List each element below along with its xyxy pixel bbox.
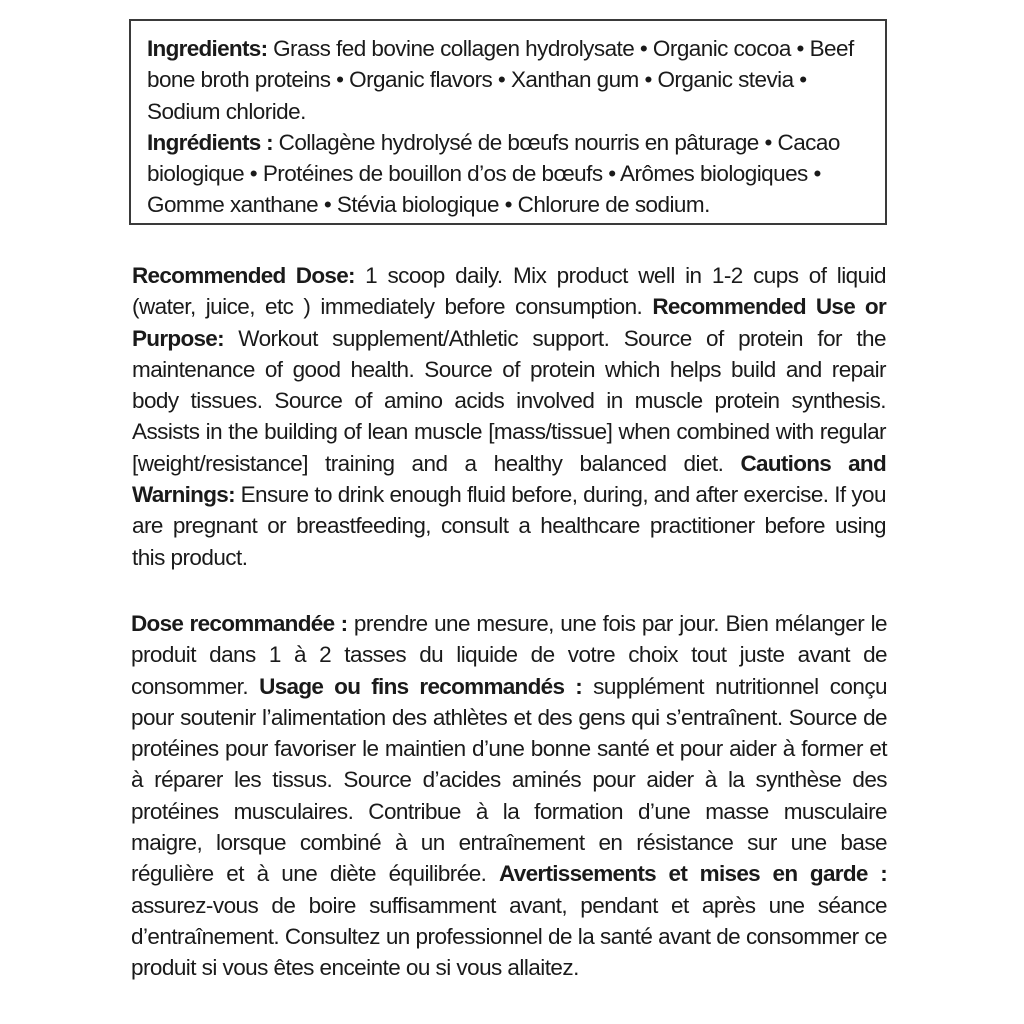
ingredients-en-text: Grass fed bovine collagen hydrolysate • Organic cocoa • Beef bone broth proteins • Organic flavors • Xanthan gum • Organic stevia • Sodium chloride. xyxy=(147,36,854,124)
english-directions-paragraph xyxy=(132,260,886,573)
dose-recommandee-text: prendre une mesure, une fois par jour. Bien mélanger le produit dans 1 à 2 tasses du liquide de votre choix tout juste avant de consommer. xyxy=(131,611,888,699)
french-directions-paragraph xyxy=(131,608,887,984)
cautions-text: Ensure to drink enough fluid before, during, and after exercise. If you are pregnant or breastfeeding, consult a healthcare practitioner before using this product. xyxy=(132,482,886,570)
english-directions xyxy=(132,260,886,573)
recommended-use-label: Recommended Use or Purpose: xyxy=(132,294,887,351)
ingredients-fr-text: Collagène hydrolysé de bœufs nourris en pâturage • Cacao biologique • Protéines de bouillon d’os de bœufs • Arômes biologiques • Gomme xanthane • Stévia biologique • Chlorure de sodium. xyxy=(147,129,840,218)
usage-text: supplément nutritionnel conçu pour soutenir l’alimentation des athlètes et des gens qui s’entraînent. Source de protéines pour favoriser le maintien d’une bonne santé et pour aider à former et à réparer les tissus. Source d’acides aminés pour aider à la synthèse des protéines musculaires. Contribue à la formation d’une masse musculaire maigre, lorsque combiné à un entraînement en résistance sur une base régulière et à une diète équilibrée. xyxy=(131,673,887,887)
ingredients-english xyxy=(147,33,869,127)
usage-label: Usage ou fins recommandés : xyxy=(259,673,583,699)
dose-recommandee-label: Dose recommandée : xyxy=(131,611,348,636)
french-directions xyxy=(131,608,887,984)
recommended-use-text: Workout supplement/Athletic support. Source of protein for the maintenance of good health. Source of protein which helps build and repair body tissues. Source of amino acids involved in muscle protein synthesis. Assists in the building of lean muscle [mass/tissue] when combined with regular [weight/resistance] training and a healthy balanced diet. xyxy=(132,325,886,476)
cautions-label: Cautions and Warnings: xyxy=(132,450,886,508)
avertissements-text: assurez-vous de boire suffisamment avant, pendant et après une séance d’entraînement. Consultez un professionnel de la santé avant de consommer ce produit si vous êtes enceinte ou si vous allaitez. xyxy=(131,892,887,981)
ingredients-box xyxy=(129,19,887,225)
ingredients-fr-label: Ingrédients : xyxy=(147,129,273,155)
ingredients-en-label: Ingredients: xyxy=(147,36,268,61)
ingredients-french xyxy=(147,127,869,221)
recommended-dose-text: 1 scoop daily. Mix product well in 1-2 cups of liquid (water, juice, etc ) immediately before consumption. xyxy=(132,263,886,320)
avertissements-label: Avertissements et mises en garde : xyxy=(499,861,887,887)
recommended-dose-label: Recommended Dose: xyxy=(132,263,355,288)
